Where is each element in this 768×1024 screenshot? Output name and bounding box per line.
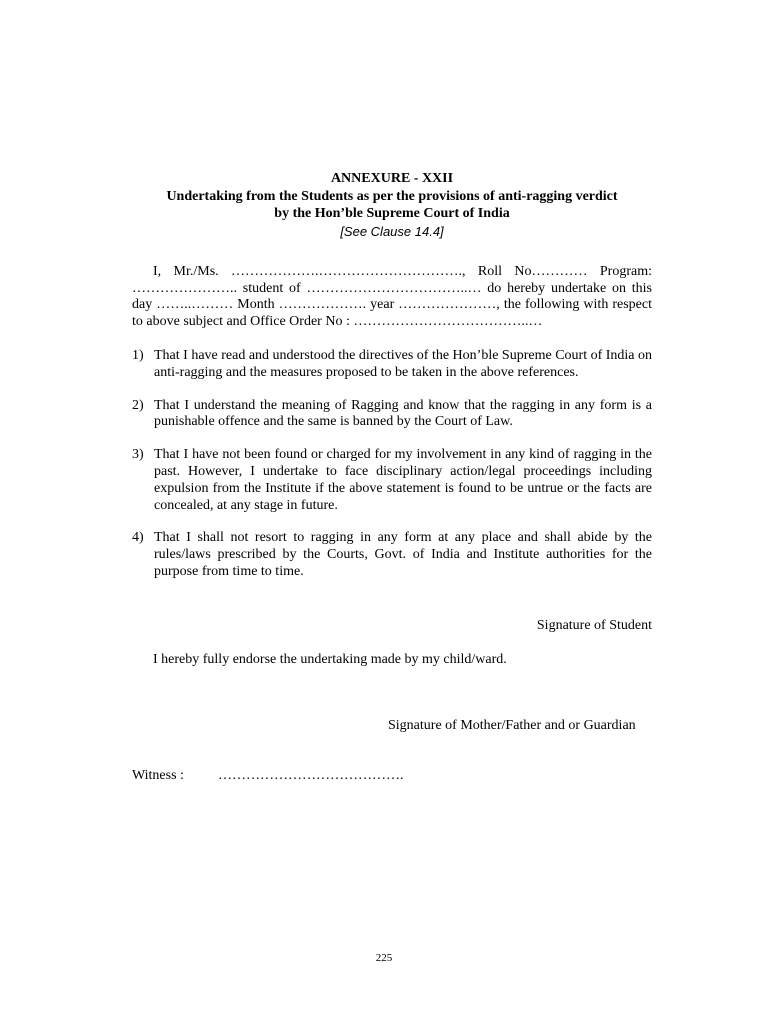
- undertaking-point: [132, 447, 652, 514]
- clause-reference: [See Clause 14.4]: [340, 223, 444, 239]
- undertaking-points-list: [132, 348, 652, 597]
- point-text: That I shall not resort to ragging in any form at any place and shall abide by the rules/laws prescribed by the Courts, Govt. of India and Institute authorities for the purpose from time to time.: [154, 530, 652, 579]
- point-text: That I have read and understood the directives of the Hon’ble Supreme Court of India on anti-ragging and the measures proposed to be taken in the above references.: [154, 348, 653, 380]
- point-number: 3): [132, 447, 144, 463]
- witness-label: Witness :: [132, 768, 184, 783]
- point-text: That I have not been found or charged for my involvement in any kind of ragging in the past. However, I undertake to face disciplinary action/legal proceedings including expulsion from the Institute if the above statement is found to be untrue or the facts are concealed, at any stage in future.: [154, 447, 652, 513]
- undertaking-point: [132, 398, 652, 432]
- intro-paragraph: I, Mr./Ms. ……………….…………………………., Roll No………… Program: ………………….. student of ……………………………..… do hereby undertake on this day ……..……… Month ………………. year …………………, the following with respect to above subject and Office Order No : ………………………………..…: [132, 264, 652, 329]
- undertaking-point: [132, 348, 652, 382]
- point-text: That I understand the meaning of Ragging and know that the ragging in any form is a punishable offence and the same is banned by the Court of Law.: [154, 397, 652, 430]
- point-number: 2): [132, 397, 144, 413]
- point-number: 1): [132, 348, 144, 363]
- guardian-endorsement: I hereby fully endorse the undertaking made by my child/ward.: [153, 652, 507, 667]
- student-signature-label: Signature of Student: [536, 618, 652, 633]
- page-number: 225: [375, 952, 393, 964]
- witness-blank-field: ………………………………….: [218, 768, 404, 783]
- annexure-title: ANNEXURE - XXII: [330, 171, 454, 186]
- document-heading: [132, 170, 652, 240]
- undertaking-point: [132, 530, 652, 580]
- undertaking-title-line-2: by the Hon’ble Supreme Court of India: [274, 206, 510, 221]
- guardian-signature-label: Signature of Mother/Father and or Guardian: [388, 718, 636, 733]
- point-number: 4): [132, 530, 144, 546]
- undertaking-title-line-1: Undertaking from the Students as per the provisions of anti-ragging verdict: [166, 188, 618, 204]
